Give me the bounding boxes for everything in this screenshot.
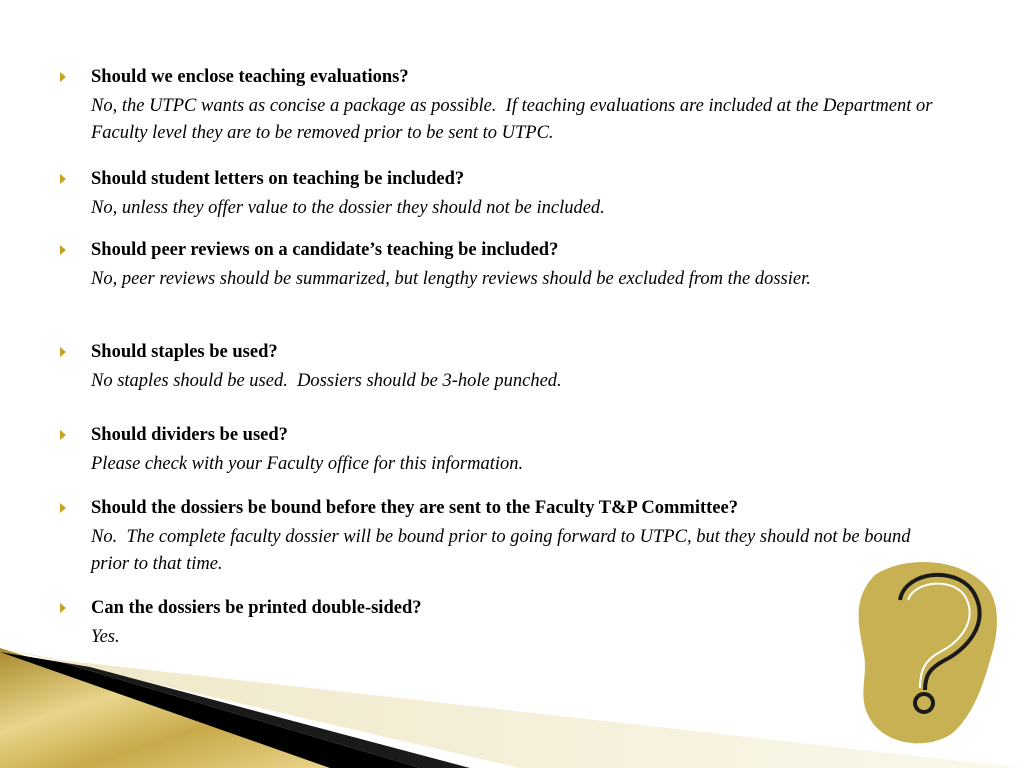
bullet-icon [60, 603, 66, 613]
bullet-icon [60, 503, 66, 513]
faq-answer: Yes. [91, 627, 120, 647]
faq-question: Should dividers be used? [91, 425, 288, 445]
faq-answer: No. The complete faculty dossier will be bound prior to going forward to UTPC, but they should not be bound prior to that time. [91, 527, 916, 574]
faq-question: Can the dossiers be printed double-sided? [91, 598, 422, 618]
faq-question: Should the dossiers be bound before they are sent to the Faculty T&P Committee? [91, 498, 738, 518]
bullet-icon [60, 174, 66, 184]
bullet-icon [60, 72, 66, 82]
faq-answer: No, the UTPC wants as concise a package as possible. If teaching evaluations are included at the Department or Faculty level they are to be removed prior to be sent to UTPC. [91, 96, 938, 143]
faq-answer: No, peer reviews should be summarized, but lengthy reviews should be excluded from the dossier. [91, 269, 811, 289]
faq-question: Should staples be used? [91, 342, 278, 362]
faq-answer: No staples should be used. Dossiers should be 3-hole punched. [91, 371, 562, 391]
bullet-icon [60, 347, 66, 357]
faq-question: Should student letters on teaching be included? [91, 169, 465, 189]
faq-answer: No, unless they offer value to the dossier they should not be included. [91, 198, 605, 218]
faq-answer: Please check with your Faculty office for this information. [91, 454, 524, 474]
bullet-icon [60, 430, 66, 440]
faq-question: Should we enclose teaching evaluations? [91, 67, 409, 87]
faq-question: Should peer reviews on a candidate’s teaching be included? [91, 240, 559, 260]
bullet-icon [60, 245, 66, 255]
